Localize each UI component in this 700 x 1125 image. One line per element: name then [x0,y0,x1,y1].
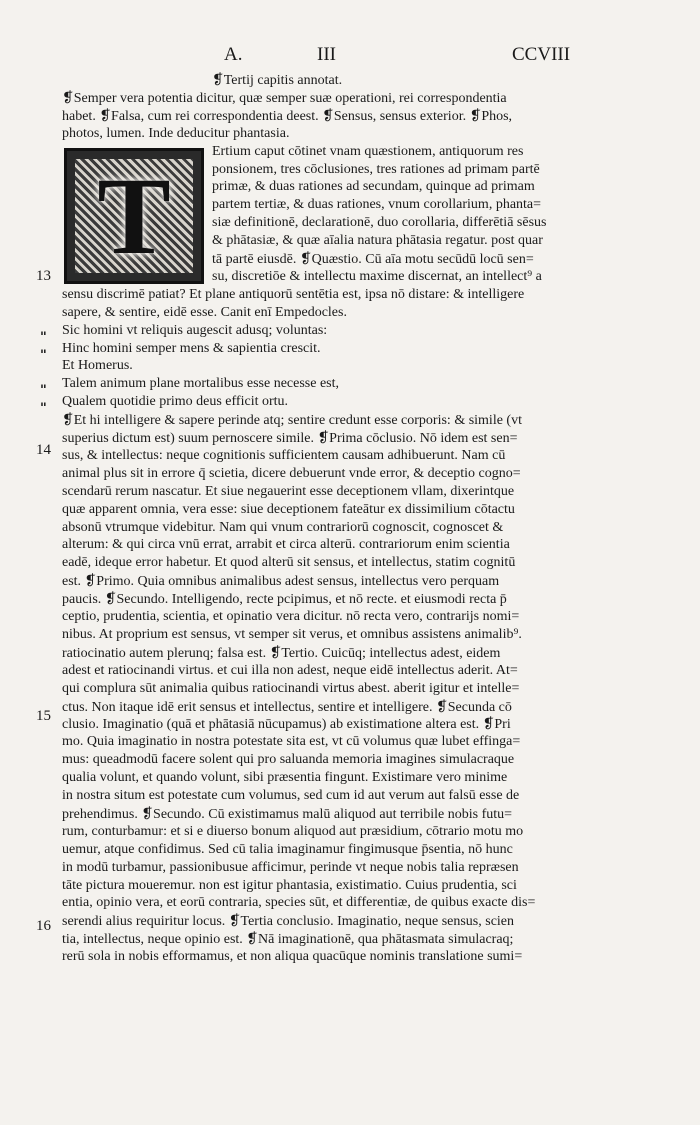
quote-mark: " [40,348,47,363]
text-line: alterum: & qui circa vnū errat, arrabit et circa alterū. contrariorum enim scientia [62,537,510,553]
text-line: animal plus sit in errore q̄ scietia, dicere debuerunt vnde error, & deceptio cogno= [62,465,521,481]
initial-letter: T [97,154,171,277]
text-line: qualia volunt, et quando volunt, sibi præsentia fingunt. Existimare vero minime [62,770,508,786]
text-line: photos, lumen. Inde deducitur phantasia. [62,125,290,141]
text-line: sensu discrimē patiat? Et plane antiquorū sentētia est, ipsa nō distare: & intelligere [62,286,525,302]
text-line: adest et ratiocinandi virtus. et cui illa non adest, neque eidē intellectus aderit. At= [62,662,518,678]
text-line: ctus. Non itaque idē erit sensus et intellectus, sentire et intelligere. ❡Secunda cō [62,699,512,715]
text-line: sus, & intellectus: neque cognitionis sufficientem causam adhibuerunt. Nam cū [62,447,506,463]
text-line: siæ definitionē, declarationē, duo corollaria, differētiā sēsus [212,215,547,231]
text-line: habet. ❡Falsa, cum rei correspondentia deest. ❡Sensus, sensus exterior. ❡Phos, [62,108,513,124]
text-line: rerū sola in nobis efformamus, et non aliqua quacūque nominis translatione sumi= [62,949,523,965]
quote-mark: " [40,401,47,416]
text-line: partem tertiæ, & duas rationes, vnum corollarium, phanta= [212,197,542,213]
text-line: rum, conturbamur: et si e diuerso bonum aliquod aut præsidium, cōtrario motu mo [62,823,524,839]
text-line: ponsionem, tres cōclusiones, tres rationes ad primam partē [212,161,540,177]
text-line: qui complura sūt animalia quibus ratiocinandi virtus abest. aberit igitur et intelle= [62,680,520,696]
section-heading: ❡Tertij capitis annotat. [212,73,343,88]
margin-number: 14 [36,442,51,458]
signature-mark: A. [224,44,243,65]
text-line: ❡Semper vera potentia dicitur, quæ semper suæ operationi, rei correspondentia [62,90,507,106]
text-line: prehendimus. ❡Secundo. Cū existimamus malū aliquod aut terribile nobis futu= [62,806,513,822]
margin-number: 13 [36,268,51,284]
margin-number: 15 [36,708,51,724]
margin-number: 16 [36,918,51,934]
text-line: absonū vtrumque videbitur. Nam qui vnum contrariorū cognoscit, cognoscet & [62,519,504,535]
text-line: Sic homini vt reliquis augescit adusq; voluntas: [62,322,328,338]
text-line: ❡Et hi intelligere & sapere perinde atq; sentire credunt esse corporis: & simile (vt [62,413,522,429]
text-line: mus: queadmodū facere solent qui pro saluanda memoria imagines simulacraque [62,752,515,768]
text-line: serendi alius requiritur locus. ❡Tertia conclusio. Imaginatio, neque sensus, scien [62,914,515,930]
text-line: Et Homerus. [62,358,133,374]
text-line: paucis. ❡Secundo. Intelligendo, recte pcipimus, et nō recte. et eiusmodi recta p̄ [62,592,507,608]
text-line: sapere, & sentire, eidē esse. Canit enī Empedocles. [62,304,347,320]
text-line: ratiocinatio autem plerunq; falsa est. ❡Tertio. Cuicūq; intellectus adest, eidem [62,645,501,661]
text-line: Hinc homini semper mens & sapientia crescit. [62,340,321,356]
running-head [0,44,700,74]
text-line: in nostra situm est potestate cum volumus, sed cum id aut verum aut falsū esse de [62,788,520,803]
text-line: entia, opinio vera, et eorū contraria, species sūt, et differentiæ, de quibus exacte dis= [62,895,536,911]
text-line: tia, intellectus, neque opinio est. ❡Nā imaginationē, qua phātasmata simulacraq; [62,932,514,948]
text-line: in modū turbamur, passionibusue afficimur, perinde vt neque nobis talia repræsen [62,859,519,875]
text-line: & phātasiæ, & quæ aīalia natura phātasia regatur. post quar [212,233,543,249]
text-line: tā partē eiusdē. ❡Quæstio. Cū aīa motu secūdū locū sen= [212,252,534,267]
text-line: Ertium caput cōtinet vnam quæstionem, antiquorum res [212,143,524,159]
text-line: primæ, & duas rationes ad secundam, quinque ad primam [212,179,535,195]
chapter-number: III [317,44,336,65]
folio-number: CCVIII [512,44,571,65]
quote-mark: " [40,330,47,345]
text-line: Talem animum plane mortalibus esse necesse est, [62,376,339,392]
text-line: clusio. Imaginatio (quā et phātasiā nūcupamus) ab existimatione altera est. ❡Pri [62,717,511,733]
text-line: ceptio, prudentia, scientia, et opinatio vera dicitur. nō recta vero, contrarijs nomi= [62,609,520,624]
text-line: quæ apparent omnia, vera esse: siue deceptionem fateātur ex dissimilium cōtactu [62,501,515,517]
text-line: est. ❡Primo. Quia omnibus animalibus adest sensus, intellectus vero perquam [62,574,500,590]
text-line: eadē, ideque error habetur. Et quod alterū sit sensus, et intellectus, statim cognitū [62,555,516,571]
text-line: superius dictum est) suum pernoscere simile. ❡Prima cōclusio. Nō idem est sen= [62,431,518,446]
text-line: Qualem quotidie primo deus efficit ortu. [62,394,289,410]
text-line: tāte pictura moueremur. non est igitur phantasia, existimatio. Cuius prudentia, sci [62,877,517,893]
text-line: nibus. At proprium est sensus, vt semper sit verus, et omnibus assistens animalib⁹. [62,626,522,642]
decorated-initial [64,148,204,284]
text-line: scendarū rerum nascatur. Et siue negauerint esse deceptionem vllam, dixerintque [62,483,515,499]
text-line: su, discretiōe & intellectu maxime discernat, an intellect⁹ a [212,268,542,284]
text-line: uemur, atque confidimus. Sed cū talia imaginamur fingimusque p̄sentia, nō hunc [62,841,513,857]
quote-mark: " [40,383,47,398]
text-line: mo. Quia imaginatio in nostra potestate sita est, vt cū volumus quæ lubet effinga= [62,734,521,750]
